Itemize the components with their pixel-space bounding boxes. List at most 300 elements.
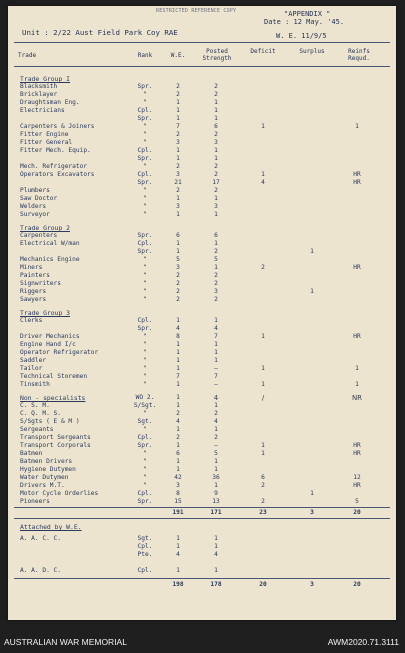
cell-rank: WO 2.: [135, 394, 155, 401]
cell-rank: Spr.: [137, 498, 153, 505]
table-row: [8, 333, 396, 341]
table-row: [8, 581, 396, 589]
cell-ps: 2: [214, 83, 218, 90]
we-reference: W. E. 11/9/5: [276, 32, 327, 40]
col-header-we: W.E.: [170, 52, 186, 59]
cell-trade: Bricklayer: [20, 91, 58, 98]
cell-ps: 2: [214, 434, 218, 441]
cell-trade: C. Q. M. S.: [20, 410, 61, 417]
col-header-surplus: Surplus: [299, 48, 325, 55]
cell-rank: ": [143, 280, 147, 287]
cell-ps: 2: [214, 163, 218, 170]
table-row: [8, 509, 396, 517]
cell-ps: 6: [214, 232, 218, 239]
cell-trade: Mechanics Engine: [20, 256, 80, 263]
col-header-posted: Posted Strength: [202, 48, 232, 62]
cell-trade: Plumbers: [20, 187, 50, 194]
attached-heading-row: [8, 523, 396, 531]
cell-rank: ": [143, 163, 147, 170]
cell-trade: Clerks: [20, 317, 43, 324]
cell-rank: Spr.: [137, 232, 153, 239]
cell-trade: Transport Corporals: [20, 442, 91, 449]
cell-rank: ": [143, 99, 147, 106]
cell-trade: Draughtsman Eng.: [20, 99, 80, 106]
cell-rei: HR: [353, 179, 361, 186]
table-row: [8, 543, 396, 551]
cell-trade: Welders: [20, 203, 47, 210]
cell-trade: Riggers: [20, 288, 47, 295]
cell-rei: 12: [353, 474, 361, 481]
cell-ps: 1: [214, 240, 218, 247]
cell-we: 21: [174, 179, 182, 186]
table-row: [8, 482, 396, 490]
cell-we: 191: [172, 509, 184, 516]
cell-rank: Cpl.: [137, 317, 153, 324]
cell-ps: —: [214, 442, 218, 449]
cell-ps: 9: [214, 490, 218, 497]
cell-rank: ": [143, 131, 147, 138]
cell-we: 4: [176, 325, 180, 332]
table-row: [8, 155, 396, 163]
table-row: [8, 296, 396, 304]
cell-ps: —: [214, 381, 218, 388]
cell-sur: 1: [310, 248, 314, 255]
cell-ps: 1: [214, 357, 218, 364]
cell-we: 1: [176, 107, 180, 114]
cell-ps: 3: [214, 288, 218, 295]
cell-trade: Technical Storemen: [20, 373, 88, 380]
cell-ps: 1: [214, 195, 218, 202]
table-row: [8, 232, 396, 240]
cell-rank: ": [143, 341, 147, 348]
cell-we: 1: [176, 466, 180, 473]
cell-def: 1: [261, 381, 265, 388]
cell-we: 3: [176, 264, 180, 271]
cell-rei: 20: [353, 509, 361, 516]
cell-ps: 3: [214, 203, 218, 210]
cell-ps: 1: [214, 543, 218, 550]
table-row: [8, 498, 396, 506]
cell-we: 1: [176, 155, 180, 162]
total-rule: [14, 578, 390, 579]
cell-rank: ": [143, 288, 147, 295]
cell-trade: Batmen: [20, 450, 43, 457]
cell-trade: A. A. D. C.: [20, 567, 61, 574]
cell-we: 198: [172, 581, 184, 588]
table-row: [8, 264, 396, 272]
cell-we: 1: [176, 147, 180, 154]
table-row: [8, 163, 396, 171]
cell-ps: 1: [214, 99, 218, 106]
cell-we: 3: [176, 203, 180, 210]
table-row: [8, 139, 396, 147]
cell-ps: 4: [213, 394, 219, 402]
cell-rank: Sgt.: [137, 418, 153, 425]
group-heading-row: [8, 309, 396, 317]
cell-we: 1: [176, 381, 180, 388]
table-row: [8, 179, 396, 187]
cell-rank: ": [143, 296, 147, 303]
cell-trade: Driver Mechanics: [20, 333, 80, 340]
cell-trade: Operator Refrigerator: [20, 349, 99, 356]
cell-we: 1: [176, 195, 180, 202]
cell-sur: 1: [310, 490, 314, 497]
cell-rank: Cpl.: [137, 543, 153, 550]
group-heading-row: [8, 75, 396, 83]
cell-trade: Pioneers: [20, 498, 50, 505]
cell-ps: 2: [214, 296, 218, 303]
cell-trade: Mech. Refrigerator: [20, 163, 88, 170]
table-row: [8, 381, 396, 389]
cell-we: 2: [176, 288, 180, 295]
cell-ps: 1: [214, 458, 218, 465]
cell-rank: ": [143, 272, 147, 279]
cell-rank: Spr.: [137, 248, 153, 255]
cell-rei: HR: [353, 450, 361, 457]
cell-we: 1: [176, 349, 180, 356]
group-heading-row: [8, 394, 396, 402]
cell-trade: Batmen Drivers: [20, 458, 73, 465]
col-header-rank: Rank: [137, 52, 153, 59]
cell-trade: Transport Sergeants: [20, 434, 91, 441]
table-row: [8, 490, 396, 498]
cell-rank: ": [143, 333, 147, 340]
table-row: [8, 402, 396, 410]
cell-rei: HR: [353, 171, 361, 178]
cell-def: 4: [261, 179, 265, 186]
subtotal-rule-bottom: [14, 518, 390, 519]
cell-ps: 7: [214, 373, 218, 380]
cell-rank: Cpl.: [137, 171, 153, 178]
cell-trade: Non - specialists: [20, 394, 86, 402]
cell-we: 2: [176, 296, 180, 303]
cell-we: 2: [176, 187, 180, 194]
cell-def: 2: [261, 498, 265, 505]
cell-ps: 36: [212, 474, 220, 481]
table-row: [8, 434, 396, 442]
cell-trade: Fitter Engine: [20, 131, 69, 138]
cell-rank: ": [143, 381, 147, 388]
document-stamp: RESTRICTED REFERENCE COPY: [156, 8, 237, 14]
cell-we: 3: [176, 171, 180, 178]
cell-trade: Trade Group 3: [20, 309, 71, 317]
cell-we: 42: [174, 474, 182, 481]
cell-we: 7: [176, 373, 180, 380]
cell-def: /: [261, 394, 265, 402]
cell-rank: ": [143, 450, 147, 457]
cell-trade: Sawyers: [20, 296, 47, 303]
cell-ps: 17: [212, 179, 220, 186]
cell-ps: 2: [214, 248, 218, 255]
cell-trade: C. S. M.: [20, 402, 50, 409]
cell-rank: Cpl.: [137, 434, 153, 441]
cell-trade: Drivers M.T.: [20, 482, 65, 489]
cell-rei: 1: [355, 365, 359, 372]
cell-def: 1: [261, 365, 265, 372]
cell-rank: Spr.: [137, 179, 153, 186]
cell-rank: ": [143, 91, 147, 98]
cell-we: 6: [176, 232, 180, 239]
cell-we: 6: [176, 450, 180, 457]
cell-sur: 3: [310, 581, 314, 588]
table-row: [8, 240, 396, 248]
cell-def: 1: [261, 171, 265, 178]
cell-trade: Blacksmith: [20, 83, 58, 90]
cell-trade: Sergeants: [20, 426, 54, 433]
cell-trade: S/Sgts ( E & M ): [20, 418, 80, 425]
cell-we: 1: [176, 115, 180, 122]
cell-we: 1: [176, 248, 180, 255]
cell-rank: Pte.: [137, 551, 153, 558]
cell-ps: 1: [214, 211, 218, 218]
table-row: [8, 474, 396, 482]
cell-trade: Electricians: [20, 107, 65, 114]
cell-rank: Spr.: [137, 325, 153, 332]
cell-ps: 1: [214, 567, 218, 574]
cell-we: 15: [174, 498, 182, 505]
cell-rei: NR: [351, 394, 363, 402]
cell-we: 2: [176, 163, 180, 170]
cell-rank: Spr.: [137, 442, 153, 449]
cell-trade: Carpenters & Joiners: [20, 123, 95, 130]
cell-ps: —: [214, 365, 218, 372]
cell-ps: 2: [214, 280, 218, 287]
cell-trade: A. A. C. C.: [20, 535, 61, 542]
cell-rank: Cpl.: [137, 147, 153, 154]
cell-rank: ": [143, 458, 147, 465]
appendix-label: "APPENDIX ": [284, 10, 331, 18]
footer-source: AUSTRALIAN WAR MEMORIAL: [4, 637, 127, 647]
table-row: [8, 248, 396, 256]
header-rule-bottom: [14, 66, 390, 67]
table-row: [8, 280, 396, 288]
cell-trade: Saw Doctor: [20, 195, 58, 202]
cell-ps: 1: [214, 115, 218, 122]
cell-ps: 13: [212, 498, 220, 505]
cell-ps: 1: [214, 426, 218, 433]
cell-rank: ": [143, 139, 147, 146]
cell-ps: 2: [214, 91, 218, 98]
cell-ps: 5: [214, 450, 218, 457]
unit-name: Unit : 2/22 Aust Field Park Coy RAE: [22, 28, 178, 37]
cell-rank: ": [143, 264, 147, 271]
cell-we: 2: [176, 91, 180, 98]
table-row: [8, 466, 396, 474]
cell-we: 1: [176, 442, 180, 449]
group-heading-row: [8, 224, 396, 232]
cell-ps: 6: [214, 123, 218, 130]
cell-ps: 1: [214, 466, 218, 473]
cell-we: 7: [176, 123, 180, 130]
cell-ps: 2: [214, 187, 218, 194]
cell-rei: HR: [353, 442, 361, 449]
cell-we: 2: [176, 410, 180, 417]
table-row: [8, 567, 396, 575]
cell-rank: ": [143, 482, 147, 489]
cell-we: 8: [176, 333, 180, 340]
cell-ps: 1: [214, 349, 218, 356]
cell-ps: 4: [214, 325, 218, 332]
document-page: [8, 6, 396, 620]
cell-we: 2: [176, 272, 180, 279]
cell-ps: 4: [214, 551, 218, 558]
document-date: Date : 12 May. '45.: [264, 18, 345, 26]
table-row: [8, 131, 396, 139]
cell-we: 4: [176, 418, 180, 425]
cell-rank: ": [143, 373, 147, 380]
table-row: [8, 535, 396, 543]
cell-rank: Spr.: [137, 155, 153, 162]
table-row: [8, 195, 396, 203]
subtotal-rule: [14, 507, 390, 508]
attached-heading: Attached by W.E.: [20, 523, 82, 531]
cell-ps: 4: [214, 418, 218, 425]
table-row: [8, 272, 396, 280]
cell-trade: Motor Cycle Orderlies: [20, 490, 99, 497]
cell-we: 1: [176, 402, 180, 409]
cell-ps: 2: [214, 410, 218, 417]
table-row: [8, 91, 396, 99]
cell-we: 1: [176, 357, 180, 364]
cell-trade: Fitter General: [20, 139, 73, 146]
table-row: [8, 317, 396, 325]
table-row: [8, 99, 396, 107]
cell-trade: Tailor: [20, 365, 43, 372]
table-row: [8, 203, 396, 211]
cell-rei: HR: [353, 264, 361, 271]
cell-trade: Tinsmith: [20, 381, 50, 388]
cell-ps: 5: [214, 256, 218, 263]
cell-def: 2: [261, 482, 265, 489]
table-row: [8, 147, 396, 155]
cell-rank: ": [143, 410, 147, 417]
cell-ps: 1: [214, 535, 218, 542]
cell-trade: Engine Hand I/c: [20, 341, 76, 348]
table-row: [8, 211, 396, 219]
cell-we: 1: [176, 458, 180, 465]
cell-rei: 5: [355, 498, 359, 505]
cell-we: 2: [176, 434, 180, 441]
table-row: [8, 357, 396, 365]
cell-rank: ": [143, 187, 147, 194]
table-row: [8, 115, 396, 123]
cell-we: 1: [176, 240, 180, 247]
cell-ps: 1: [214, 317, 218, 324]
cell-we: 4: [176, 551, 180, 558]
cell-rank: Cpl.: [137, 567, 153, 574]
cell-we: 5: [176, 256, 180, 263]
cell-we: 2: [176, 83, 180, 90]
cell-ps: 178: [210, 581, 222, 588]
cell-sur: 3: [310, 509, 314, 516]
table-row: [8, 373, 396, 381]
table-row: [8, 349, 396, 357]
table-row: [8, 341, 396, 349]
table-row: [8, 171, 396, 179]
cell-def: 1: [261, 333, 265, 340]
cell-rank: Cpl.: [137, 240, 153, 247]
col-header-trade: Trade: [18, 52, 37, 59]
cell-we: 1: [176, 341, 180, 348]
cell-rank: Sgt.: [137, 535, 153, 542]
cell-def: 1: [261, 450, 265, 457]
cell-rank: ": [143, 474, 147, 481]
cell-trade: Trade Group I: [20, 75, 71, 83]
cell-def: 23: [259, 509, 267, 516]
table-row: [8, 551, 396, 559]
cell-we: 1: [176, 567, 180, 574]
cell-trade: Operators Excavators: [20, 171, 95, 178]
cell-we: 1: [176, 99, 180, 106]
cell-ps: 1: [214, 107, 218, 114]
cell-ps: 1: [214, 482, 218, 489]
cell-rank: Spr.: [137, 83, 153, 90]
cell-ps: 3: [214, 139, 218, 146]
cell-ps: 171: [210, 509, 222, 516]
cell-we: 8: [176, 490, 180, 497]
col-header-reinfs: Reinfs Requd.: [348, 48, 370, 62]
cell-trade: Miners: [20, 264, 43, 271]
cell-rank: Cpl.: [137, 490, 153, 497]
cell-rei: 1: [355, 381, 359, 388]
cell-rei: 1: [355, 123, 359, 130]
cell-def: 2: [261, 264, 265, 271]
cell-trade: Trade Group 2: [20, 224, 71, 232]
cell-trade: Saddler: [20, 357, 47, 364]
cell-we: 1: [176, 211, 180, 218]
cell-trade: Signwriters: [20, 280, 61, 287]
cell-rank: ": [143, 256, 147, 263]
cell-we: 1: [176, 365, 180, 372]
cell-ps: 1: [214, 402, 218, 409]
cell-def: 1: [261, 442, 265, 449]
table-row: [8, 450, 396, 458]
col-header-deficit: Deficit: [250, 48, 276, 55]
cell-we: 2: [176, 131, 180, 138]
cell-rank: ": [143, 365, 147, 372]
table-row: [8, 83, 396, 91]
table-row: [8, 123, 396, 131]
cell-rei: 20: [353, 581, 361, 588]
cell-ps: 1: [214, 264, 218, 271]
cell-rank: Cpl.: [137, 107, 153, 114]
header-rule-top: [14, 42, 390, 43]
cell-trade: Painters: [20, 272, 50, 279]
cell-def: 1: [261, 123, 265, 130]
table-row: [8, 256, 396, 264]
table-row: [8, 458, 396, 466]
cell-rei: HR: [353, 482, 361, 489]
table-row: [8, 107, 396, 115]
cell-rei: HR: [353, 333, 361, 340]
cell-rank: ": [143, 211, 147, 218]
cell-we: 1: [176, 535, 180, 542]
cell-we: 2: [176, 280, 180, 287]
cell-ps: 2: [214, 131, 218, 138]
cell-def: 6: [261, 474, 265, 481]
table-row: [8, 442, 396, 450]
cell-ps: 1: [214, 147, 218, 154]
cell-rank: ": [143, 349, 147, 356]
cell-we: 1: [176, 394, 180, 401]
cell-we: 1: [176, 426, 180, 433]
cell-we: 3: [176, 482, 180, 489]
cell-ps: 1: [214, 155, 218, 162]
cell-trade: Fitter Mech. Equip.: [20, 147, 91, 154]
table-row: [8, 418, 396, 426]
cell-sur: 1: [310, 288, 314, 295]
cell-we: 3: [176, 139, 180, 146]
